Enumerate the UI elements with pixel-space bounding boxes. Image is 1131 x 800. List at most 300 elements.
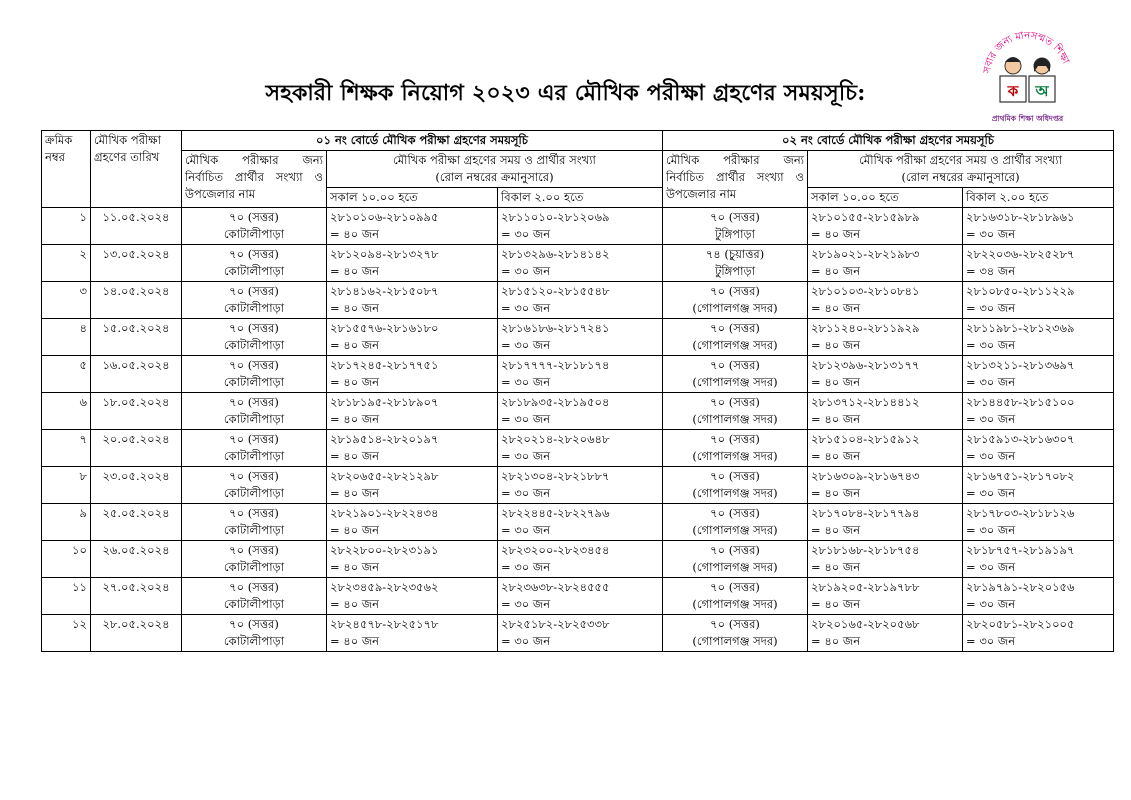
header-row-1 xyxy=(42,131,1114,151)
cell-b1-morning-b1-morning: ২৮১৪১৬২-২৮১৫০৮৭ xyxy=(330,284,439,298)
cell-b1-candidates-b1-upazila: কোটালীপাড়া xyxy=(223,486,285,500)
cell-b2-morning-b2-morning-n: = ৪০ জন xyxy=(811,412,861,426)
cell-date-date: ২৮.০৫.২০২৪ xyxy=(102,617,170,631)
cell-b2-morning xyxy=(808,245,963,282)
cell-b1-candidates-b1-count: ৭০ (সত্তর) xyxy=(229,395,279,409)
cell-b1-candidates-b1-count: ৭০ (সত্তর) xyxy=(229,210,279,224)
cell-serial-sl: ৩ xyxy=(79,284,87,298)
cell-b2-afternoon-b2-afternoon-n: = ৩০ জন xyxy=(966,338,1016,352)
header-serial: ক্রমিক নম্বর xyxy=(42,131,91,208)
cell-serial-sl: ২ xyxy=(79,247,87,261)
cell-b2-afternoon xyxy=(963,467,1114,504)
cell-b2-candidates-b2-upazila: (গোপালগঞ্জ সদর) xyxy=(692,560,778,574)
cell-serial xyxy=(42,578,91,615)
cell-b1-afternoon-b1-afternoon-n: = ৩০ জন xyxy=(501,486,551,500)
table-row xyxy=(42,504,1114,541)
cell-b1-morning xyxy=(327,467,498,504)
header-b1-time-count-line2: (রোল নম্বরের ক্রমানুসারে) xyxy=(435,170,554,184)
cell-b1-candidates xyxy=(182,356,327,393)
cell-b1-morning xyxy=(327,578,498,615)
cell-b1-morning xyxy=(327,356,498,393)
cell-b1-morning-b1-morning-n: = ৪০ জন xyxy=(330,264,380,278)
cell-b2-candidates-b2-count: ৭০ (সত্তর) xyxy=(710,506,760,520)
cell-b2-candidates xyxy=(663,467,808,504)
cell-b2-morning xyxy=(808,208,963,245)
cell-b1-candidates-b1-upazila: কোটালীপাড়া xyxy=(223,227,285,241)
logo-letter-right: অ xyxy=(1035,82,1049,100)
cell-b1-candidates-b1-upazila: কোটালীপাড়া xyxy=(223,301,285,315)
cell-serial-sl: ৮ xyxy=(79,469,87,483)
logo-arc-text: সবার জন্য মানসম্মত শিক্ষা xyxy=(982,30,1071,75)
cell-serial-sl: ১১ xyxy=(72,580,87,594)
cell-b1-candidates xyxy=(182,319,327,356)
cell-b1-candidates-b1-count: ৭০ (সত্তর) xyxy=(229,284,279,298)
header-b2-morning: সকাল ১০.০০ হতে xyxy=(808,188,963,208)
cell-b2-afternoon-b2-afternoon: ২৮১০৮৫০-২৮১১২২৯ xyxy=(966,284,1075,298)
cell-b1-afternoon-b1-afternoon: ২৮২১৩০৪-২৮২১৮৮৭ xyxy=(501,469,610,483)
cell-b2-morning-b2-morning-n: = ৪০ জন xyxy=(811,560,861,574)
cell-serial-sl: ১ xyxy=(79,210,87,224)
cell-b1-morning-b1-morning-n: = ৪০ জন xyxy=(330,597,380,611)
cell-b2-candidates-b2-upazila: (গোপালগঞ্জ সদর) xyxy=(692,634,778,648)
cell-b1-morning-b1-morning-n: = ৪০ জন xyxy=(330,560,380,574)
cell-b1-candidates-b1-count: ৭০ (সত্তর) xyxy=(229,617,279,631)
cell-serial xyxy=(42,319,91,356)
cell-b2-afternoon xyxy=(963,504,1114,541)
cell-b2-morning-b2-morning-n: = ৪০ জন xyxy=(811,375,861,389)
cell-b2-afternoon-b2-afternoon: ২৮১৯৭৯১-২৮২০১৫৬ xyxy=(966,580,1075,594)
cell-b2-afternoon xyxy=(963,282,1114,319)
cell-b2-candidates-b2-count: ৭০ (সত্তর) xyxy=(710,543,760,557)
header-b1-time-count-line1: মৌখিক পরীক্ষা গ্রহণের সময় ও প্রার্থীর সংখ্যা xyxy=(393,153,596,167)
cell-serial xyxy=(42,615,91,652)
cell-b2-morning-b2-morning: ২৮১৭০৮৪-২৮১৭৭৯৪ xyxy=(811,506,920,520)
header-b2-afternoon: বিকাল ২.০০ হতে xyxy=(963,188,1114,208)
cell-b1-afternoon-b1-afternoon-n: = ৩০ জন xyxy=(501,449,551,463)
cell-b1-afternoon xyxy=(498,393,663,430)
cell-b2-afternoon xyxy=(963,541,1114,578)
cell-b2-candidates-b2-count: ৭০ (সত্তর) xyxy=(710,395,760,409)
cell-b2-morning-b2-morning: ২৮১৯০২১-২৮২১৯৮৩ xyxy=(811,247,920,261)
cell-b1-candidates-b1-upazila: কোটালীপাড়া xyxy=(223,449,285,463)
cell-serial xyxy=(42,356,91,393)
cell-b2-morning-b2-morning-n: = ৪০ জন xyxy=(811,227,861,241)
cell-b1-morning xyxy=(327,319,498,356)
header-date: মৌখিক পরীক্ষা গ্রহণের তারিখ xyxy=(91,131,182,208)
cell-b1-candidates-b1-upazila: কোটালীপাড়া xyxy=(223,634,285,648)
cell-b1-morning-b1-morning-n: = ৪০ জন xyxy=(330,338,380,352)
cell-date-date: ২৩.০৫.২০২৪ xyxy=(102,469,170,483)
cell-b2-afternoon-b2-afternoon: ২৮১৬৭৫১-২৮১৭০৮২ xyxy=(966,469,1075,483)
cell-b2-candidates-b2-count: ৭০ (সত্তর) xyxy=(710,617,760,631)
cell-b2-morning xyxy=(808,578,963,615)
cell-b1-candidates-b1-count: ৭০ (সত্তর) xyxy=(229,247,279,261)
cell-b1-afternoon-b1-afternoon: ২৮১৩২৯৬-২৮১৪১৪২ xyxy=(501,247,610,261)
cell-b2-morning-b2-morning: ২৮১০১৫৫-২৮১৫৯৮৯ xyxy=(811,210,920,224)
cell-b2-afternoon xyxy=(963,208,1114,245)
logo-letter-left: ক xyxy=(1007,82,1019,100)
cell-b1-morning-b1-morning: ২৮১৭২৪৫-২৮১৭৭৫১ xyxy=(330,358,439,372)
cell-b2-candidates xyxy=(663,319,808,356)
cell-b2-morning-b2-morning-n: = ৪০ জন xyxy=(811,301,861,315)
cell-b1-morning-b1-morning: ২৮১৫৫৭৬-২৮১৬১৮০ xyxy=(330,321,439,335)
cell-b2-morning-b2-morning-n: = ৪০ জন xyxy=(811,486,861,500)
cell-b1-candidates xyxy=(182,578,327,615)
cell-b2-afternoon-b2-afternoon: ২৮১৩২১১-২৮১৩৬৯৭ xyxy=(966,358,1075,372)
cell-date xyxy=(91,615,182,652)
header-b1-candidates: মৌখিক পরীক্ষার জন্য নির্বাচিত প্রার্থীর সংখ্যা ও উপজেলার নাম xyxy=(182,151,327,208)
cell-b1-candidates-b1-count: ৭০ (সত্তর) xyxy=(229,358,279,372)
cell-b1-morning-b1-morning-n: = ৪০ জন xyxy=(330,412,380,426)
cell-b1-morning-b1-morning: ২৮১৮১৯৫-২৮১৮৯০৭ xyxy=(330,395,439,409)
cell-b1-afternoon-b1-afternoon-n: = ৩০ জন xyxy=(501,375,551,389)
cell-b2-morning-b2-morning-n: = ৪০ জন xyxy=(811,597,861,611)
cell-b2-candidates-b2-upazila: (গোপালগঞ্জ সদর) xyxy=(692,412,778,426)
cell-serial-sl: ৯ xyxy=(79,506,87,520)
cell-serial xyxy=(42,282,91,319)
cell-b1-morning-b1-morning-n: = ৪০ জন xyxy=(330,375,380,389)
cell-b1-candidates xyxy=(182,430,327,467)
cell-b2-candidates-b2-count: ৭০ (সত্তর) xyxy=(710,210,760,224)
cell-b1-candidates-b1-upazila: কোটালীপাড়া xyxy=(223,560,285,574)
cell-b1-morning-b1-morning-n: = ৪০ জন xyxy=(330,449,380,463)
cell-b2-afternoon-b2-afternoon-n: = ৩০ জন xyxy=(966,301,1016,315)
cell-b2-morning-b2-morning: ২৮১৮১৬৮-২৮১৮৭৫৪ xyxy=(811,543,920,557)
cell-b2-afternoon xyxy=(963,245,1114,282)
table-row xyxy=(42,356,1114,393)
cell-b1-candidates-b1-upazila: কোটালীপাড়া xyxy=(223,597,285,611)
cell-serial xyxy=(42,393,91,430)
cell-b1-morning-b1-morning-n: = ৪০ জন xyxy=(330,634,380,648)
header-b2-candidates: মৌখিক পরীক্ষার জন্য নির্বাচিত প্রার্থীর সংখ্যা ও উপজেলার নাম xyxy=(663,151,808,208)
cell-b1-afternoon-b1-afternoon-n: = ৩০ জন xyxy=(501,412,551,426)
cell-b2-morning-b2-morning: ২৮১২৩৯৬-২৮১৩১৭৭ xyxy=(811,358,920,372)
cell-b2-candidates-b2-upazila: (গোপালগঞ্জ সদর) xyxy=(692,375,778,389)
cell-b1-candidates-b1-upazila: কোটালীপাড়া xyxy=(223,523,285,537)
table-row xyxy=(42,467,1114,504)
cell-date xyxy=(91,208,182,245)
cell-b2-afternoon-b2-afternoon-n: = ৩০ জন xyxy=(966,449,1016,463)
cell-b1-afternoon xyxy=(498,319,663,356)
cell-b2-morning-b2-morning: ২৮১০১০৩-২৮১০৮৪১ xyxy=(811,284,920,298)
cell-b2-candidates xyxy=(663,615,808,652)
cell-b2-afternoon xyxy=(963,356,1114,393)
cell-b1-morning-b1-morning: ২৮২০৬৫৫-২৮২১২৯৮ xyxy=(330,469,439,483)
cell-b1-afternoon-b1-afternoon-n: = ৩০ জন xyxy=(501,338,551,352)
cell-b2-afternoon xyxy=(963,615,1114,652)
cell-b2-candidates-b2-upazila: (গোপালগঞ্জ সদর) xyxy=(692,301,778,315)
cell-b1-afternoon-b1-afternoon-n: = ৩০ জন xyxy=(501,227,551,241)
cell-b2-afternoon xyxy=(963,578,1114,615)
cell-b1-candidates-b1-count: ৭০ (সত্তর) xyxy=(229,580,279,594)
header-board-2: ০২ নং বোর্ডে মৌখিক পরীক্ষা গ্রহণের সময়সূচি xyxy=(663,131,1114,151)
cell-date-date: ১৪.০৫.২০২৪ xyxy=(102,284,170,298)
cell-date xyxy=(91,319,182,356)
cell-b2-afternoon-b2-afternoon-n: = ৩০ জন xyxy=(966,634,1016,648)
table-row xyxy=(42,245,1114,282)
cell-date-date: ২৫.০৫.২০২৪ xyxy=(102,506,170,520)
cell-b1-afternoon-b1-afternoon: ২৮১৮৯৩৫-২৮১৯৫০৪ xyxy=(501,395,610,409)
cell-b1-afternoon xyxy=(498,356,663,393)
cell-b2-candidates-b2-upazila: (গোপালগঞ্জ সদর) xyxy=(692,449,778,463)
cell-b2-candidates-b2-count: ৭০ (সত্তর) xyxy=(710,432,760,446)
cell-b2-candidates xyxy=(663,541,808,578)
cell-b2-morning xyxy=(808,504,963,541)
table-row xyxy=(42,319,1114,356)
cell-b1-morning xyxy=(327,430,498,467)
cell-b2-candidates-b2-count: ৭০ (সত্তর) xyxy=(710,358,760,372)
cell-b1-morning xyxy=(327,393,498,430)
cell-serial xyxy=(42,208,91,245)
cell-b2-morning-b2-morning: ২৮১৬৩০৯-২৮১৬৭৪৩ xyxy=(811,469,920,483)
cell-b2-morning xyxy=(808,615,963,652)
cell-b2-afternoon-b2-afternoon: ২৮২২০৩৬-২৮২৫২৮৭ xyxy=(966,247,1075,261)
cell-b1-morning-b1-morning: ২৮১০১০৬-২৮১০৯৯৫ xyxy=(330,210,439,224)
cell-b1-candidates-b1-upazila: কোটালীপাড়া xyxy=(223,338,285,352)
cell-date-date: ১১.০৫.২০২৪ xyxy=(102,210,170,224)
cell-b1-candidates-b1-upazila: কোটালীপাড়া xyxy=(223,412,285,426)
cell-b1-morning-b1-morning: ২৮১৯৫১৪-২৮২০১৯৭ xyxy=(330,432,439,446)
cell-b1-morning xyxy=(327,245,498,282)
cell-date-date: ১৬.০৫.২০২৪ xyxy=(102,358,170,372)
cell-b1-candidates xyxy=(182,504,327,541)
cell-b2-afternoon-b2-afternoon: ২৮১৫৯১৩-২৮১৬৩০৭ xyxy=(966,432,1075,446)
cell-b2-candidates-b2-upazila: (গোপালগঞ্জ সদর) xyxy=(692,523,778,537)
cell-b2-morning xyxy=(808,319,963,356)
cell-serial-sl: ৫ xyxy=(79,358,87,372)
cell-b1-afternoon xyxy=(498,615,663,652)
cell-b2-candidates xyxy=(663,356,808,393)
cell-b2-candidates-b2-upazila: (গোপালগঞ্জ সদর) xyxy=(692,597,778,611)
cell-b1-afternoon-b1-afternoon-n: = ৩০ জন xyxy=(501,597,551,611)
cell-b1-afternoon-b1-afternoon-n: = ৩০ জন xyxy=(501,634,551,648)
cell-b2-candidates-b2-count: ৭৪ (চুয়াত্তর) xyxy=(705,247,765,261)
header-board-1: ০১ নং বোর্ডে মৌখিক পরীক্ষা গ্রহণের সময়সূচি xyxy=(182,131,663,151)
cell-b2-candidates-b2-count: ৭০ (সত্তর) xyxy=(710,580,760,594)
cell-b1-candidates-b1-count: ৭০ (সত্তর) xyxy=(229,321,279,335)
cell-b1-afternoon xyxy=(498,282,663,319)
cell-b1-morning-b1-morning-n: = ৪০ জন xyxy=(330,523,380,537)
table-row xyxy=(42,578,1114,615)
cell-b1-afternoon-b1-afternoon: ২৮১৫১২০-২৮১৫৫৪৮ xyxy=(501,284,610,298)
cell-b2-morning xyxy=(808,430,963,467)
cell-b1-candidates-b1-count: ৭০ (সত্তর) xyxy=(229,469,279,483)
cell-b2-candidates-b2-upazila: টুঙ্গিপাড়া xyxy=(715,264,755,278)
cell-b1-afternoon-b1-afternoon-n: = ৩০ জন xyxy=(501,523,551,537)
cell-b2-afternoon-b2-afternoon-n: = ৩০ জন xyxy=(966,227,1016,241)
table-row xyxy=(42,208,1114,245)
cell-b2-candidates xyxy=(663,208,808,245)
cell-b2-candidates xyxy=(663,282,808,319)
header-b1-time-count xyxy=(327,151,663,188)
cell-b1-morning-b1-morning: ২৮২৩৪৫৯-২৮২৩৫৬২ xyxy=(330,580,439,594)
cell-b1-afternoon xyxy=(498,430,663,467)
cell-b1-afternoon-b1-afternoon-n: = ৩০ জন xyxy=(501,301,551,315)
cell-b1-candidates xyxy=(182,615,327,652)
header-row-2 xyxy=(42,151,1114,188)
cell-b2-morning-b2-morning: ২৮১৫১০৪-২৮১৫৯১২ xyxy=(811,432,920,446)
cell-date-date: ২৭.০৫.২০২৪ xyxy=(102,580,170,594)
cell-b1-afternoon-b1-afternoon: ২৮২০২১৪-২৮২০৬৪৮ xyxy=(501,432,610,446)
cell-b1-candidates-b1-count: ৭০ (সত্তর) xyxy=(229,543,279,557)
header-b2-time-count-line1: মৌখিক পরীক্ষা গ্রহণের সময় ও প্রার্থীর সংখ্যা xyxy=(859,153,1062,167)
cell-date xyxy=(91,245,182,282)
table-row xyxy=(42,282,1114,319)
cell-date xyxy=(91,467,182,504)
cell-b1-candidates xyxy=(182,208,327,245)
cell-b2-afternoon-b2-afternoon-n: = ৩০ জন xyxy=(966,486,1016,500)
cell-b1-morning xyxy=(327,208,498,245)
cell-serial xyxy=(42,504,91,541)
cell-b1-afternoon-b1-afternoon: ২৮২৩৬৩৮-২৮২৪৫৫৫ xyxy=(501,580,610,594)
cell-b1-candidates-b1-count: ৭০ (সত্তর) xyxy=(229,506,279,520)
cell-date xyxy=(91,504,182,541)
cell-date xyxy=(91,430,182,467)
cell-serial xyxy=(42,541,91,578)
cell-b2-candidates xyxy=(663,245,808,282)
cell-b1-afternoon xyxy=(498,467,663,504)
cell-b2-morning-b2-morning: ২৮১৯২০৫-২৮১৯৭৮৮ xyxy=(811,580,920,594)
cell-b1-morning-b1-morning: ২৮২৪৫৭৮-২৮২৫১৭৮ xyxy=(330,617,439,631)
cell-b2-afternoon-b2-afternoon-n: = ৩০ জন xyxy=(966,412,1016,426)
cell-date xyxy=(91,578,182,615)
cell-date-date: ২৬.০৫.২০২৪ xyxy=(102,543,170,557)
cell-b1-candidates xyxy=(182,467,327,504)
cell-b2-morning-b2-morning-n: = ৪০ জন xyxy=(811,634,861,648)
cell-b2-candidates-b2-upazila: (গোপালগঞ্জ সদর) xyxy=(692,486,778,500)
cell-b2-morning-b2-morning: ২৮১৩৭১২-২৮১৪৪১২ xyxy=(811,395,920,409)
cell-b2-afternoon xyxy=(963,393,1114,430)
cell-date xyxy=(91,541,182,578)
cell-b1-afternoon-b1-afternoon: ২৮২২৪৪৫-২৮২২৭৯৬ xyxy=(501,506,610,520)
cell-b2-candidates xyxy=(663,578,808,615)
cell-b2-afternoon-b2-afternoon-n: = ৩০ জন xyxy=(966,560,1016,574)
cell-b1-morning-b1-morning-n: = ৪০ জন xyxy=(330,301,380,315)
cell-serial xyxy=(42,467,91,504)
table-row xyxy=(42,430,1114,467)
cell-serial-sl: ৬ xyxy=(79,395,87,409)
cell-serial-sl: ৪ xyxy=(79,321,87,335)
cell-date-date: ১৮.০৫.২০২৪ xyxy=(102,395,170,409)
cell-b2-afternoon xyxy=(963,319,1114,356)
cell-b1-candidates xyxy=(182,245,327,282)
cell-serial-sl: ১২ xyxy=(72,617,87,631)
cell-date-date: ১৩.০৫.২০২৪ xyxy=(102,247,170,261)
cell-b1-afternoon xyxy=(498,208,663,245)
cell-date-date: ১৫.০৫.২০২৪ xyxy=(102,321,170,335)
cell-b1-morning-b1-morning: ২৮২২৮০০-২৮২৩১৯১ xyxy=(330,543,439,557)
cell-serial-sl: ৭ xyxy=(79,432,87,446)
cell-b2-candidates xyxy=(663,393,808,430)
cell-b1-morning-b1-morning-n: = ৪০ জন xyxy=(330,227,380,241)
cell-date-date: ২০.০৫.২০২৪ xyxy=(102,432,170,446)
cell-b1-afternoon xyxy=(498,504,663,541)
cell-b1-morning-b1-morning: ২৮২১৯০১-২৮২২৪৩৪ xyxy=(330,506,439,520)
cell-b1-afternoon xyxy=(498,578,663,615)
cell-b2-morning-b2-morning: ২৮২০১৬৫-২৮২০৫৬৮ xyxy=(811,617,920,631)
cell-b2-afternoon xyxy=(963,430,1114,467)
cell-b2-morning xyxy=(808,467,963,504)
cell-b2-afternoon-b2-afternoon-n: = ৩০ জন xyxy=(966,523,1016,537)
cell-b1-candidates xyxy=(182,541,327,578)
cell-serial-sl: ১০ xyxy=(72,543,87,557)
cell-b2-afternoon-b2-afternoon-n: = ৩৪ জন xyxy=(966,264,1016,278)
cell-b2-morning xyxy=(808,541,963,578)
cell-b1-candidates-b1-upazila: কোটালীপাড়া xyxy=(223,375,285,389)
cell-b1-afternoon-b1-afternoon: ২৮১১০১০-২৮১২০৬৯ xyxy=(501,210,610,224)
cell-b2-morning-b2-morning-n: = ৪০ জন xyxy=(811,523,861,537)
cell-serial xyxy=(42,245,91,282)
cell-b1-afternoon-b1-afternoon: ২৮২৫১৮২-২৮২৫৩৩৮ xyxy=(501,617,610,631)
table-row xyxy=(42,541,1114,578)
cell-b2-candidates-b2-count: ৭০ (সত্তর) xyxy=(710,284,760,298)
cell-b2-morning xyxy=(808,356,963,393)
cell-date xyxy=(91,356,182,393)
cell-b2-afternoon-b2-afternoon: ২৮২০৫৮১-২৮২১০০৫ xyxy=(966,617,1075,631)
cell-b1-morning-b1-morning: ২৮১২০৯৪-২৮১৩২৭৮ xyxy=(330,247,439,261)
cell-b2-afternoon-b2-afternoon: ২৮১৭৮০৩-২৮১৮১২৬ xyxy=(966,506,1075,520)
cell-b1-candidates-b1-count: ৭০ (সত্তর) xyxy=(229,432,279,446)
cell-b1-morning xyxy=(327,615,498,652)
cell-b2-candidates-b2-count: ৭০ (সত্তর) xyxy=(710,321,760,335)
cell-b2-morning-b2-morning: ২৮১১২৪০-২৮১১৯২৯ xyxy=(811,321,920,335)
header-b1-afternoon: বিকাল ২.০০ হতে xyxy=(498,188,663,208)
cell-b2-candidates-b2-count: ৭০ (সত্তর) xyxy=(710,469,760,483)
cell-b2-morning-b2-morning-n: = ৪০ জন xyxy=(811,338,861,352)
cell-b2-candidates-b2-upazila: টুঙ্গিপাড়া xyxy=(715,227,755,241)
logo-caption: প্রাথমিক শিক্ষা অধিদপ্তর xyxy=(991,114,1064,123)
cell-b1-afternoon-b1-afternoon: ২৮১৬১৮৬-২৮১৭২৪১ xyxy=(501,321,610,335)
cell-serial xyxy=(42,430,91,467)
cell-b2-afternoon-b2-afternoon: ২৮১৮৭৫৭-২৮১৯১৯৭ xyxy=(966,543,1075,557)
cell-b2-candidates-b2-upazila: (গোপালগঞ্জ সদর) xyxy=(692,338,778,352)
cell-b1-afternoon xyxy=(498,541,663,578)
cell-date xyxy=(91,393,182,430)
cell-b1-afternoon-b1-afternoon: ২৮২৩২০০-২৮২৩৪৫৪ xyxy=(501,543,610,557)
cell-b2-afternoon-b2-afternoon: ২৮১১৯৮১-২৮১২৩৬৯ xyxy=(966,321,1075,335)
schedule-table xyxy=(41,130,1114,652)
header-b1-morning: সকাল ১০.০০ হতে xyxy=(327,188,498,208)
header-b2-time-count-line2: (রোল নম্বরের ক্রমানুসারে) xyxy=(901,170,1020,184)
cell-b1-morning xyxy=(327,504,498,541)
cell-b1-morning-b1-morning-n: = ৪০ জন xyxy=(330,486,380,500)
cell-b1-afternoon-b1-afternoon: ২৮১৭৭৭৭-২৮১৮১৭৪ xyxy=(501,358,610,372)
header-b2-time-count xyxy=(808,151,1114,188)
cell-b1-candidates-b1-upazila: কোটালীপাড়া xyxy=(223,264,285,278)
cell-b2-candidates xyxy=(663,504,808,541)
cell-b2-morning xyxy=(808,282,963,319)
cell-b1-afternoon-b1-afternoon-n: = ৩০ জন xyxy=(501,560,551,574)
cell-b2-afternoon-b2-afternoon-n: = ৩০ জন xyxy=(966,597,1016,611)
cell-b1-candidates xyxy=(182,282,327,319)
cell-b1-morning xyxy=(327,541,498,578)
cell-b1-candidates xyxy=(182,393,327,430)
cell-b2-candidates xyxy=(663,430,808,467)
cell-b2-morning xyxy=(808,393,963,430)
cell-b1-morning xyxy=(327,282,498,319)
cell-b2-morning-b2-morning-n: = ৪০ জন xyxy=(811,449,861,463)
table-row xyxy=(42,393,1114,430)
cell-b2-morning-b2-morning-n: = ৪০ জন xyxy=(811,264,861,278)
cell-b2-afternoon-b2-afternoon: ২৮১৪৪৫৮-২৮১৫১০০ xyxy=(966,395,1075,409)
cell-b1-afternoon-b1-afternoon-n: = ৩০ জন xyxy=(501,264,551,278)
table-row xyxy=(42,615,1114,652)
page-title: সহকারী শিক্ষক নিয়োগ ২০২৩ এর মৌখিক পরীক্ষা গ্রহণের সময়সূচি: xyxy=(265,80,866,106)
svg-text:সবার জন্য মানসম্মত শিক্ষা xyxy=(982,30,1071,75)
cell-b2-afternoon-b2-afternoon: ২৮১৬৩১৮-২৮১৮৯৬১ xyxy=(966,210,1075,224)
cell-b1-afternoon xyxy=(498,245,663,282)
cell-date xyxy=(91,282,182,319)
